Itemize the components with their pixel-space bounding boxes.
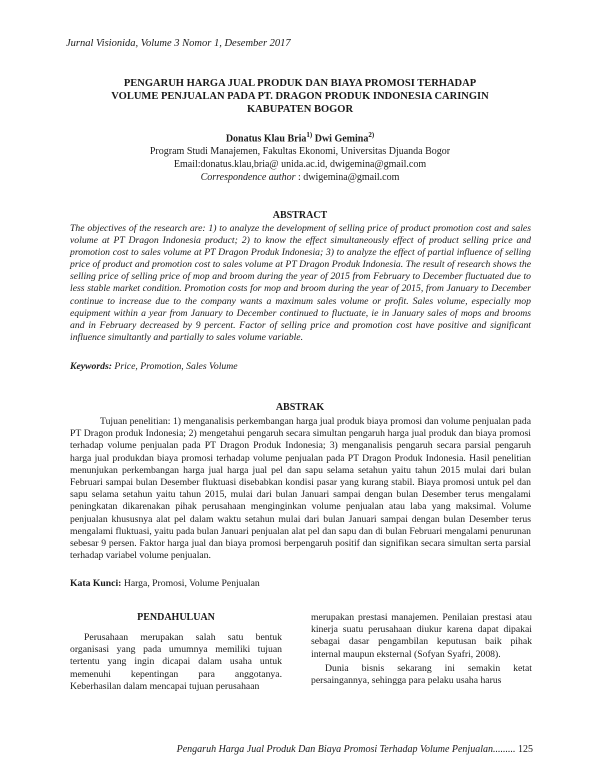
intro-paragraph-3: Dunia bisnis sekarang ini semakin ketat persaingannya, sehingga para pelaku usaha harus xyxy=(311,662,532,687)
intro-paragraph-1: Perusahaan merupakan salah satu bentuk organisasi yang pada umumnya memiliki tujuan tertentu yang ingin dicapai dalam usaha untuk memenuhi kepentingan para anggotanya. Keberhasilan dalam mencapai tujuan perusahaan xyxy=(70,632,282,692)
author-1: Donatus Klau Bria xyxy=(225,133,307,145)
kata-kunci-label: Kata Kunci: xyxy=(70,578,122,589)
body-column-left xyxy=(70,612,282,693)
intro-paragraph-2: merupakan prestasi manajemen. Penilaian prestasi atau kinerja suatu perusahaan diukur karena dapat dipakai sebagai dasar pengambilan keputusan baik pihak internal maupun eksternal (Sofyan Syafri, 2008). xyxy=(311,612,532,660)
author-names xyxy=(60,129,540,145)
correspondence-value: : dwigemina@gmail.com xyxy=(295,172,400,184)
affiliation: Program Studi Manajemen, Fakultas Ekonomi, Universitas Djuanda Bogor xyxy=(149,146,451,158)
abstrak-heading: ABSTRAK xyxy=(275,402,325,413)
keywords-value: Price, Promotion, Sales Volume xyxy=(111,361,238,372)
running-header: Jurnal Visionida, Volume 3 Nomor 1, Desember 2017 xyxy=(66,38,291,49)
body-column-right xyxy=(311,612,532,687)
title-line-2: VOLUME PENJUALAN PADA PT. DRAGON PRODUK INDONESIA CARINGIN xyxy=(111,91,489,102)
abstract-heading: ABSTRACT xyxy=(272,210,328,221)
section-heading-pendahuluan: PENDAHULUAN xyxy=(137,612,215,623)
author-block xyxy=(60,129,540,184)
paper-title xyxy=(60,77,540,116)
author-email: Email:donatus.klau,bria@ unida.ac.id, dwigemina@gmail.com xyxy=(173,159,427,171)
abstract-indonesian: Tujuan penelitian: 1) menganalisis perkembangan harga jual produk biaya promosi dan volume penjualan pada PT Dragon produk Indonesia; 2) mengetahui pengaruh secara simultan pengaruh harga jual produk dan biaya promosi terhadap volume penjualan pada PT Dragon Produk Indonesia; 3) menganalisis pengaruh secara parsial pengaruh harga jual produkdan biaya promosi terhadap volume penjualan pada PT Dragon Produk Indonesia. Hasil penelitian menunjukan perkembangan harga jual harga jual pel dan sapu selama setahun yaitu tahun 2015 mulai dari bulan Februari sampai bulan Desember fluktuasi disebabkan kondisi pasar yang kurang stabil. Biaya promosi untuk pel dan sapu selama setahun yaitu tahun 2015, mulai dari bulan Januari sampai dengan bulan Desember terus mengalami peningkatan dikarenakan pihak perusahaan menginginkan volume penjualan atau laba yang maksimal. Volume penjualan khususnya alat pel dalam waktu setahun mulai dari bulan Januari sampai dengan bulan Desember terus mengalami fluktuasi, yaitu pada bulan Januari penjualan alat pel dan sapu dan di bulan Februari mengalami penurunan sebesar 9 persen. Faktor harga jual dan biaya promosi berpengaruh positif dan signifikan secara simultan serta parsial terhadap variabel volume penjualan. xyxy=(70,416,531,562)
author-2: Dwi Gemina xyxy=(312,133,369,145)
keywords xyxy=(70,361,238,372)
kata-kunci xyxy=(70,578,260,589)
title-line-3: KABUPATEN BOGOR xyxy=(246,104,354,115)
running-footer xyxy=(140,744,533,755)
correspondence-label: Correspondence author xyxy=(200,172,296,184)
page-number: 125 xyxy=(515,744,533,755)
keywords-label: Keywords: xyxy=(70,361,112,372)
title-line-1: PENGARUH HARGA JUAL PRODUK DAN BIAYA PROMOSI TERHADAP xyxy=(123,78,477,89)
correspondence xyxy=(60,171,540,184)
author-2-mark: 2) xyxy=(368,131,375,139)
abstract-english: The objectives of the research are: 1) to analyze the development of selling price of product promotion cost and sales volume at PT Dragon Indonesia product; 2) to know the effect simultaneously effect of product selling price and promotion cost to sales volume at PT Dragon Produk Indonesia; 3) to analyze the effect of partial influence of selling price of product and promotion cost to sales volume at PT Dragon Produk Indonesia. The result of research shows the selling price of selling price of mop and broom during the year of 2015 from February to December fluctuated due to less stable market condition. Promotion costs for mop and broom during the year of 2015, from January to December continue to increase due to the company wants a maximum sales volume or profit. Sales volume, especially mop equipment within a year from January to December continued to fluctuate, ie in January sales of mops and brooms and in February decreased by 9 percent. Factor of selling price and promotion cost have positive and significant influence simultantly and partially to sales volume variable. xyxy=(70,223,531,343)
kata-kunci-value: Harga, Promosi, Volume Penjualan xyxy=(121,578,260,589)
footer-title: Pengaruh Harga Jual Produk Dan Biaya Promosi Terhadap Volume Penjualan......... xyxy=(176,744,516,755)
author-1-mark: 1) xyxy=(306,131,313,139)
